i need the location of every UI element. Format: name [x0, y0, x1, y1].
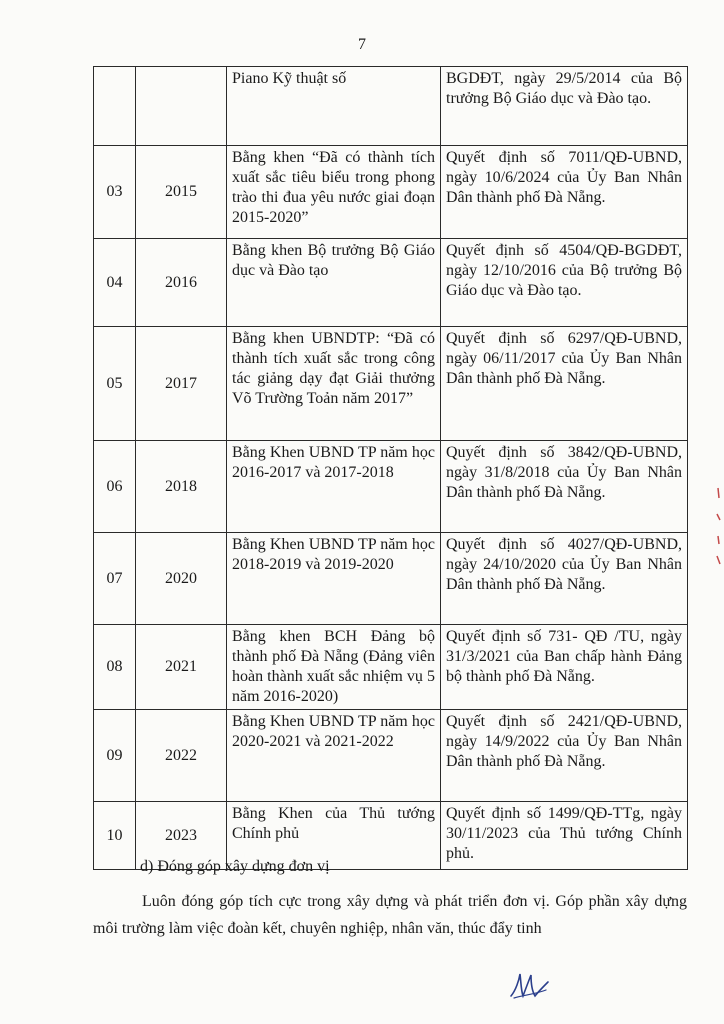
table-row [94, 625, 688, 710]
table-row [94, 327, 688, 441]
section-heading-d: d) Đóng góp xây dựng đơn vị [140, 858, 330, 875]
row-stt [94, 67, 136, 146]
row-decision: Quyết định số 6297/QĐ-UBND, ngày 06/11/2017 của Ủy Ban Nhân Dân thành phố Đà Nẵng. [441, 327, 688, 441]
row-stt: 05 [94, 327, 136, 441]
signature-mark [508, 966, 552, 1002]
red-stamp-edge [714, 486, 722, 576]
row-year: 2017 [136, 327, 227, 441]
row-decision: Quyết định số 4027/QĐ-UBND, ngày 24/10/2020 của Ủy Ban Nhân Dân thành phố Đà Nẵng. [441, 533, 688, 625]
row-year: 2020 [136, 533, 227, 625]
row-year [136, 67, 227, 146]
row-year: 2016 [136, 239, 227, 327]
awards-table [93, 66, 688, 870]
row-decision: Quyết định số 731- QĐ /TU, ngày 31/3/2021 của Ban chấp hành Đảng bộ thành phố Đà Nẵng. [441, 625, 688, 710]
row-stt: 08 [94, 625, 136, 710]
table-row [94, 441, 688, 533]
row-award: Bằng Khen UBND TP năm học 2020-2021 và 2021-2022 [227, 710, 441, 802]
table-row [94, 146, 688, 239]
row-year: 2015 [136, 146, 227, 239]
table-row [94, 710, 688, 802]
row-stt: 04 [94, 239, 136, 327]
row-year: 2018 [136, 441, 227, 533]
row-decision: Quyết định số 7011/QĐ-UBND, ngày 10/6/2024 của Ủy Ban Nhân Dân thành phố Đà Nẵng. [441, 146, 688, 239]
row-decision: Quyết định số 1499/QĐ-TTg, ngày 30/11/2023 của Thủ tướng Chính phủ. [441, 802, 688, 870]
row-decision: BGDĐT, ngày 29/5/2014 của Bộ trưởng Bộ Giáo dục và Đào tạo. [441, 67, 688, 146]
row-award: Bằng khen BCH Đảng bộ thành phố Đà Nẵng (Đảng viên hoàn thành xuất sắc nhiệm vụ 5 năm 2016-2020) [227, 625, 441, 710]
row-decision: Quyết định số 2421/QĐ-UBND, ngày 14/9/2022 của Ủy Ban Nhân Dân thành phố Đà Nẵng. [441, 710, 688, 802]
row-year: 2023 [136, 802, 227, 870]
row-decision: Quyết định số 3842/QĐ-UBND, ngày 31/8/2018 của Ủy Ban Nhân Dân thành phố Đà Nẵng. [441, 441, 688, 533]
body-paragraph: Luôn đóng góp tích cực trong xây dựng và phát triển đơn vị. Góp phần xây dựng môi trường làm việc đoàn kết, chuyên nghiệp, nhân văn, thúc đẩy tinh [93, 893, 687, 937]
row-award: Bằng Khen UBND TP năm học 2018-2019 và 2019-2020 [227, 533, 441, 625]
row-stt: 07 [94, 533, 136, 625]
row-award: Bằng khen Bộ trưởng Bộ Giáo dục và Đào tạo [227, 239, 441, 327]
row-year: 2021 [136, 625, 227, 710]
row-stt: 09 [94, 710, 136, 802]
page-number: 7 [358, 36, 366, 53]
row-year: 2022 [136, 710, 227, 802]
row-award: Bằng khen “Đã có thành tích xuất sắc tiêu biểu trong phong trào thi đua yêu nước giai đoạn 2015-2020” [227, 146, 441, 239]
row-stt: 06 [94, 441, 136, 533]
row-award: Bằng Khen của Thủ tướng Chính phủ [227, 802, 441, 870]
row-award: Piano Kỹ thuật số [227, 67, 441, 146]
row-decision: Quyết định số 4504/QĐ-BGDĐT, ngày 12/10/2016 của Bộ trưởng Bộ Giáo dục và Đào tạo. [441, 239, 688, 327]
table-row [94, 533, 688, 625]
row-award: Bằng khen UBNDTP: “Đã có thành tích xuất sắc trong công tác giảng dạy đạt Giải thưởng Võ Trường Toản năm 2017” [227, 327, 441, 441]
table-row [94, 239, 688, 327]
row-award: Bằng Khen UBND TP năm học 2016-2017 và 2017-2018 [227, 441, 441, 533]
row-stt: 10 [94, 802, 136, 870]
row-stt: 03 [94, 146, 136, 239]
table-row [94, 67, 688, 146]
